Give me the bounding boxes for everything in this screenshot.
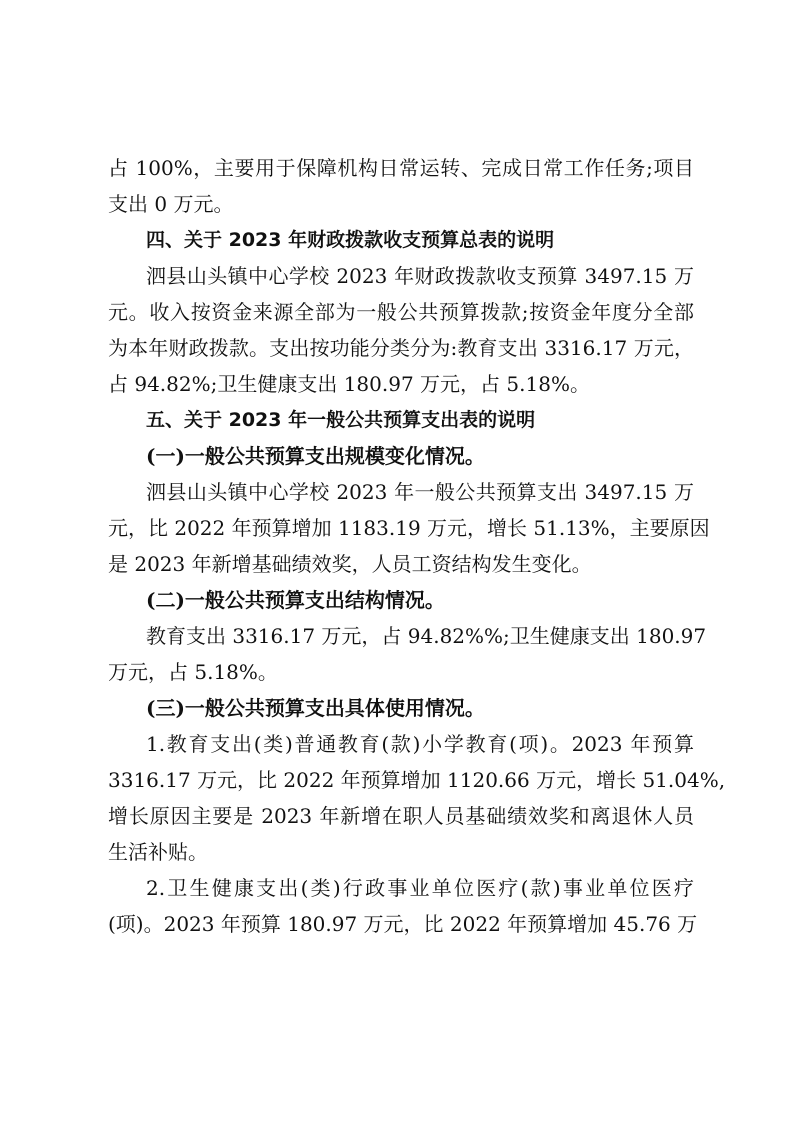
subsection-heading-3: (三)一般公共预算支出具体使用情况。 xyxy=(146,696,485,720)
paragraph-line: 泗县山头镇中心学校 2023 年财政拨款收支预算 3497.15 万 xyxy=(146,264,694,288)
paragraph-line: 增长原因主要是 2023 年新增在职人员基础绩效奖和离退休人员 xyxy=(108,804,694,828)
paragraph-line: 生活补贴。 xyxy=(108,840,208,864)
paragraph-line: 是 2023 年新增基础绩效奖，人员工资结构发生变化。 xyxy=(108,552,592,576)
paragraph-line: 3316.17 万元，比 2022 年预算增加 1120.66 万元，增长 51.04%, xyxy=(108,768,726,792)
paragraph-line: 为本年财政拨款。支出按功能分类分为:教育支出 3316.17 万元， xyxy=(108,336,694,360)
paragraph-line: 泗县山头镇中心学校 2023 年一般公共预算支出 3497.15 万 xyxy=(146,480,694,504)
paragraph-line: 支出 0 万元。 xyxy=(108,192,234,216)
paragraph-line: 元，比 2022 年预算增加 1183.19 万元，增长 51.13%，主要原因 xyxy=(108,516,710,540)
section-heading-4: 四、关于 2023 年财政拨款收支预算总表的说明 xyxy=(146,229,555,251)
document-body xyxy=(108,150,726,942)
paragraph-line: 占 100%，主要用于保障机构日常运转、完成日常工作任务;项目 xyxy=(108,156,694,180)
paragraph-line: 1.教育支出(类)普通教育(款)小学教育(项)。2023 年预算 xyxy=(146,732,694,756)
subsection-heading-1: (一)一般公共预算支出规模变化情况。 xyxy=(146,444,485,468)
paragraph-line: 教育支出 3316.17 万元，占 94.82%%;卫生健康支出 180.97 xyxy=(146,624,707,648)
paragraph-line: 2.卫生健康支出(类)行政事业单位医疗(款)事业单位医疗 xyxy=(146,876,694,900)
paragraph-line: 万元，占 5.18%。 xyxy=(108,660,278,684)
paragraph-line: 元。收入按资金来源全部为一般公共预算拨款;按资金年度分全部 xyxy=(108,300,694,324)
section-heading-5: 五、关于 2023 年一般公共预算支出表的说明 xyxy=(146,409,536,431)
paragraph-line: (项)。2023 年预算 180.97 万元，比 2022 年预算增加 45.76 万 xyxy=(108,912,698,936)
paragraph-line: 占 94.82%;卫生健康支出 180.97 万元，占 5.18%。 xyxy=(108,372,590,396)
subsection-heading-2: (二)一般公共预算支出结构情况。 xyxy=(146,588,445,612)
